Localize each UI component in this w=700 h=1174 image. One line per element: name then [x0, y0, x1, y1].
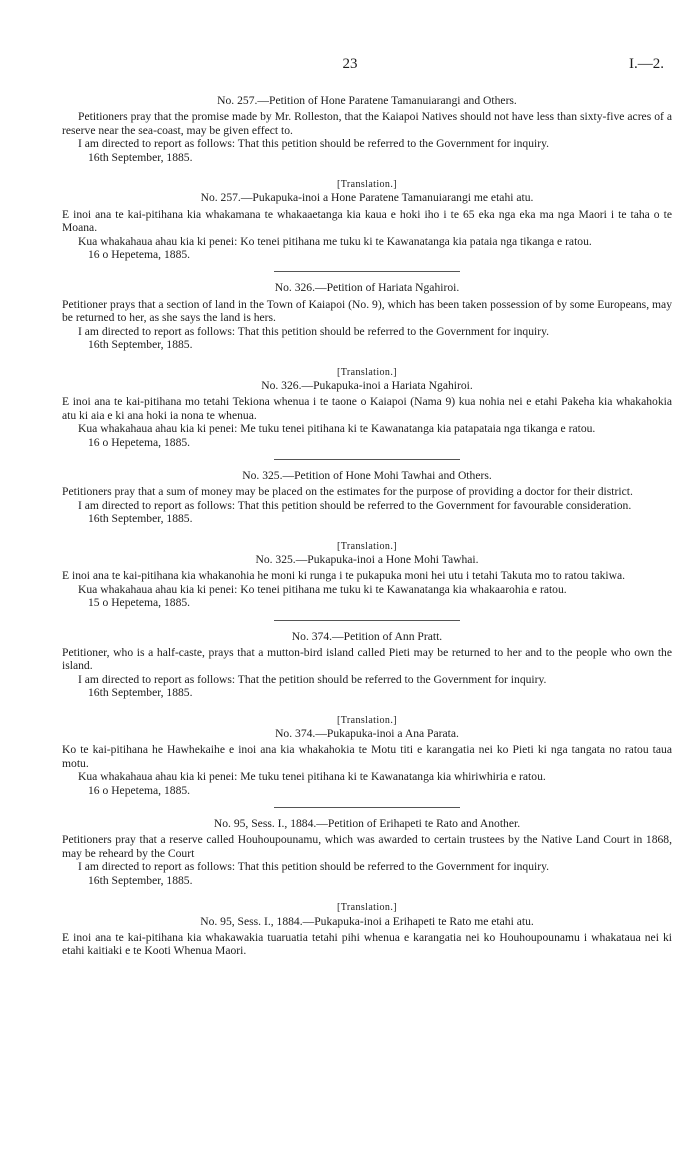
section-heading: No. 325.—Petition of Hone Mohi Tawhai and Others. — [242, 468, 492, 482]
translation-label: [Translation.] — [337, 540, 397, 552]
section-divider — [274, 620, 460, 621]
section-date: 16th September, 1885. — [88, 338, 193, 352]
section-date: 16 o Hepetema, 1885. — [88, 248, 191, 262]
petition-95-english — [62, 817, 672, 887]
page-reference: I.—2. — [629, 56, 664, 72]
translation-label: [Translation.] — [337, 902, 397, 914]
petition-326-translation — [62, 366, 672, 449]
petition-257-english — [62, 94, 672, 164]
petition-paragraph: E inoi ana te kai-pitihana mo tetahi Tekiona whenua i te taone o Kaiapoi (Nama 9) kua nohia nei e etahi Pakeha kia whakahokia atu ki aia e ki ana hoki ia nona te whenua. — [62, 395, 672, 422]
petition-paragraph: E inoi ana te kai-pitihana kia whakanohia he moni ki runga i te pukapuka moni hei utu i tetahi Takuta mo to ratou takiwa. — [62, 569, 626, 583]
section-divider — [274, 271, 460, 272]
petition-326-english — [62, 281, 672, 351]
report-paragraph: I am directed to report as follows: That this petition should be referred to the Government for inquiry. — [78, 324, 550, 338]
petition-paragraph: E inoi ana te kai-pitihana kia whakawakia tuaruatia tetahi pihi whenua e karangatia nei ko Houhoupounamu i whakataua nei ki etahi kaitiaki e te Kooti Whenua Maori. — [62, 930, 672, 958]
report-paragraph: Kua whakahaua ahau kia ki penei: Me tuku tenei pitihana ki te Kawanatanga kia whiriwhiria e ratou. — [78, 770, 546, 784]
report-paragraph: Kua whakahaua ahau kia ki penei: Ko tenei pitihana me tuku ki te Kawanatanga kia pataia nga tikanga e ratou. — [78, 234, 592, 248]
section-date: 15 o Hepetema, 1885. — [88, 596, 191, 610]
petition-paragraph: Petitioners pray that a reserve called Houhoupounamu, which was awarded to certain trustees by the Native Land Court in 1868, may be reheard by the Court — [62, 833, 672, 860]
section-date: 16th September, 1885. — [88, 873, 193, 887]
page-number: 23 — [342, 56, 358, 72]
section-heading: No. 326.—Petition of Hariata Ngahiroi. — [274, 281, 460, 295]
petition-paragraph: E inoi ana te kai-pitihana kia whakamana te whakaaetanga kia kaua e hoki iho i te 65 eka nga eka ma nga Maori i te taha o te Moana. — [62, 207, 672, 235]
translation-label: [Translation.] — [337, 366, 397, 378]
petition-257-translation — [62, 178, 672, 261]
petition-374-translation — [62, 714, 672, 797]
report-paragraph: I am directed to report as follows: That this petition should be referred to the Government for favourable consideration. — [78, 498, 632, 512]
report-paragraph: Kua whakahaua ahau kia ki penei: Me tuku tenei pitihana ki te Kawanatanga kia patapataia nga tikanga e ratou. — [78, 422, 596, 436]
translation-label: [Translation.] — [337, 714, 397, 726]
section-heading: No. 374.—Pukapuka-inoi a Ana Parata. — [275, 727, 459, 741]
petition-95-translation — [62, 901, 672, 958]
petition-paragraph: Petitioners pray that a sum of money may be placed on the estimates for the purpose of providing a doctor for their district. — [62, 485, 633, 499]
section-date: 16th September, 1885. — [88, 686, 193, 700]
petition-325-translation — [62, 540, 672, 610]
section-heading: No. 257.—Pukapuka-inoi a Hone Paratene Tamanuiarangi me etahi atu. — [200, 191, 534, 205]
petition-sections — [62, 94, 672, 958]
petition-paragraph: Petitioner, who is a half-caste, prays that a mutton-bird island called Pieti may be returned to her and to the people who own the island. — [62, 646, 672, 673]
section-date: 16th September, 1885. — [88, 150, 193, 164]
section-date: 16 o Hepetema, 1885. — [88, 435, 191, 449]
section-heading: No. 326.—Pukapuka-inoi a Hariata Ngahiroi. — [261, 378, 473, 392]
section-heading: No. 95, Sess. I., 1884.—Pukapuka-inoi a Erihapeti te Rato me etahi atu. — [200, 914, 534, 928]
section-divider — [274, 807, 460, 808]
section-heading: No. 325.—Pukapuka-inoi a Hone Mohi Tawhai. — [255, 552, 479, 566]
section-divider — [274, 459, 460, 460]
petition-374-english — [62, 630, 672, 700]
section-heading: No. 257.—Petition of Hone Paratene Tamanuiarangi and Others. — [217, 94, 517, 107]
petition-paragraph: Petitioner prays that a section of land in the Town of Kaiapoi (No. 9), which has been taken possession of by some Europeans, may be returned to her, as she says the land is hers. — [62, 297, 672, 325]
section-date: 16th September, 1885. — [88, 512, 193, 526]
report-paragraph: I am directed to report as follows: That this petition should be referred to the Government for inquiry. — [78, 860, 550, 874]
petition-paragraph: Petitioners pray that the promise made by Mr. Rolleston, that the Kaiapoi Natives should not have less than sixty-five acres of a reserve near the sea-coast, may be given effect to. — [62, 110, 672, 137]
report-paragraph: I am directed to report as follows: That this petition should be referred to the Government for inquiry. — [78, 137, 550, 151]
petition-paragraph: Ko te kai-pitihana he Hawhekaihe e inoi ana kia whakahokia te Motu titi e karangatia nei ko Pieti ki nga tangata no ratou taua motu. — [62, 743, 672, 770]
section-date: 16 o Hepetema, 1885. — [88, 783, 191, 797]
translation-label: [Translation.] — [337, 179, 397, 191]
section-heading: No. 374.—Petition of Ann Pratt. — [291, 629, 443, 643]
petition-325-english — [62, 469, 672, 526]
section-heading: No. 95, Sess. I., 1884.—Petition of Erihapeti te Rato and Another. — [213, 817, 521, 831]
report-paragraph: Kua whakahaua ahau kia ki penei: Ko tenei pitihana me tuku ki te Kawanatanga kia whakaarohia e ratou. — [78, 582, 567, 596]
report-paragraph: I am directed to report as follows: That the petition should be referred to the Government for inquiry. — [78, 672, 547, 686]
